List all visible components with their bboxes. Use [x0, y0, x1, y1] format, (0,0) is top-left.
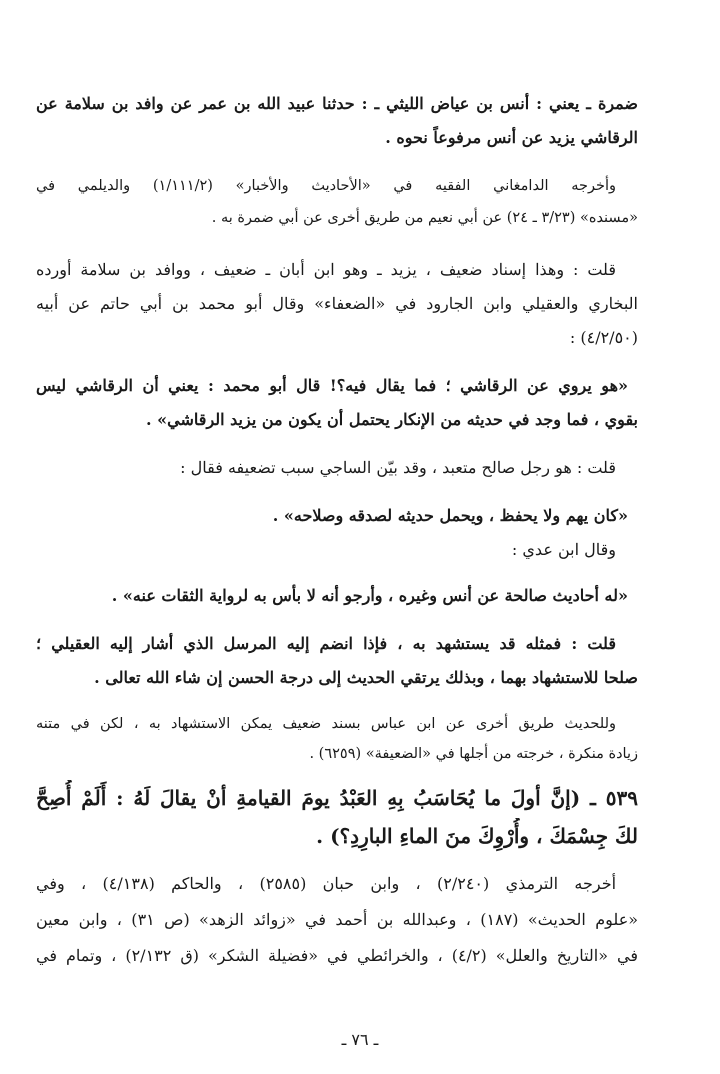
text-line: بقوي ، فما وجد في حديثه من الإنكار يحتمل أن يكون من يزيد الرقاشي» .: [146, 410, 638, 429]
text-line: الرقاشي يزيد عن أنس مرفوعاً نحوه .: [385, 128, 638, 147]
text-line: وللحديث طريق أخرى عن ابن عباس بسند ضعيف يمكن الاستشهاد به ، لكن في متنه: [36, 716, 616, 732]
page-number: ـ ٧٦ ـ: [341, 1030, 379, 1049]
text-line: قلت : فمثله قد يستشهد به ، فإذا انضم إليه المرسل الذي أشار إليه العقيلي ؛: [36, 634, 616, 653]
text-line: صلحا للاستشهاد بهما ، وبذلك يرتقي الحديث إلى درجة الحسن إن شاء الله تعالى .: [94, 668, 638, 687]
text-line: «له أحاديث صالحة عن أنس وغيره ، وأرجو أنه لا بأس به لرواية الثقات عنه» .: [111, 586, 628, 605]
text-line: «مسنده» (٣/٢٣ ـ ٢٤) عن أبي نعيم من طريق أخرى عن أبي ضمرة به .: [211, 210, 638, 226]
text-line: زيادة منكرة ، خرجته من أجلها في «الضعيفة» (٦٢٥٩) .: [309, 746, 638, 762]
text-line: في «التاريخ والعلل» (٤/٢) ، والخرائطي في «فضيلة الشكر» (ق ٢/١٣٢) ، وتمام في: [36, 946, 638, 965]
text-line: وأخرجه الدامغاني الفقيه في «الأحاديث والأخبار» (١/١١١/٢) والديلمي في: [36, 178, 616, 194]
text-line: «هو يروي عن الرقاشي ؛ فما يقال فيه؟! قال أبو محمد : يعني أن الرقاشي ليس: [36, 376, 628, 395]
text-line: وقال ابن عدي :: [511, 540, 616, 559]
text-line: ضمرة ـ يعني : أنس بن عياض الليثي ـ : حدثنا عبيد الله بن عمر عن وافد بن سلامة عن: [36, 94, 638, 113]
text-line: «علوم الحديث» (١٨٧) ، وعبدالله بن أحمد في «زوائد الزهد» (ص ٣١) ، وابن معين: [36, 910, 638, 929]
text-line: قلت : وهذا إسناد ضعيف ، يزيد ـ وهو ابن أبان ـ ضعيف ، ووافد بن سلامة أورده: [36, 260, 616, 279]
text-line: «كان يهم ولا يحفظ ، ويحمل حديثه لصدقه وصلاحه» .: [272, 506, 628, 525]
text-line: (٤/٢/٥٠) :: [569, 328, 638, 347]
text-line: أخرجه الترمذي (٢/٢٤٠) ، وابن حبان (٢٥٨٥) ، والحاكم (٤/١٣٨) ، وفي: [36, 874, 616, 893]
hadith-heading: ٥٣٩ ـ (إنَّ أولَ ما يُحَاسَبُ بِهِ العَبْدُ يومَ القيامةِ أنْ يقالَ لَهُ : أَلَمْ أُصِحَّ: [36, 786, 638, 810]
hadith-heading: لكَ جِسْمَكَ ، وأُرْوِكَ منَ الماءِ البارِدِ؟) .: [316, 824, 638, 848]
text-line: البخاري والعقيلي وابن الجارود في «الضعفاء» وقال أبو محمد بن أبي حاتم عن أبيه: [36, 294, 638, 313]
text-line: قلت : هو رجل صالح متعبد ، وقد بيّن الساجي سبب تضعيفه فقال :: [180, 458, 616, 477]
